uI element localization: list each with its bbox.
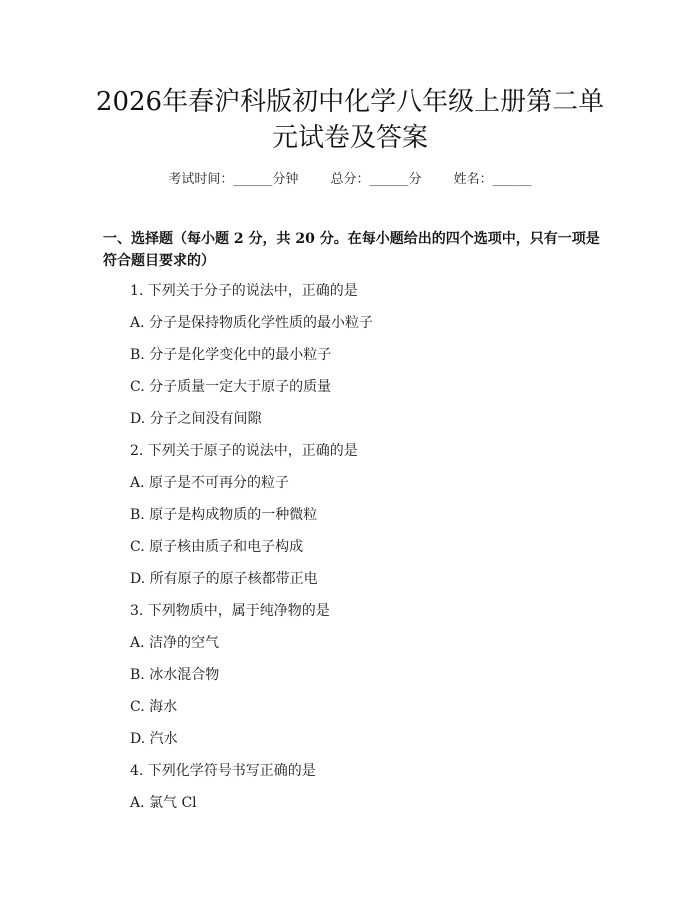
- question-1-option-c: C. 分子质量一定大于原子的质量: [130, 379, 332, 395]
- section-heading-line-1: 一、选择题（每小题 2 分，共 20 分。在每小题给出的四个选项中，只有一项是: [103, 231, 600, 247]
- question-2: 2. 下列关于原子的说法中，正确的是: [130, 443, 358, 459]
- question-2-option-a: A. 原子是不可再分的粒子: [130, 475, 290, 491]
- exam-title-line-1: 2026年春沪科版初中化学八年级上册第二单: [95, 87, 605, 117]
- question-3-option-a: A. 洁净的空气: [130, 635, 220, 651]
- exam-title-line-2: 元试卷及答案: [271, 123, 428, 153]
- question-4-option-a: A. 氯气 Cl: [130, 795, 197, 811]
- question-1-option-d: D. 分子之间没有间隙: [130, 411, 262, 427]
- exam-info-row: [0, 168, 700, 187]
- question-1: 1. 下列关于分子的说法中，正确的是: [130, 283, 358, 299]
- name-field: 姓名：______: [453, 172, 532, 187]
- question-3-option-b: B. 冰水混合物: [130, 667, 220, 683]
- question-3: 3. 下列物质中，属于纯净物的是: [130, 603, 330, 619]
- question-3-option-c: C. 海水: [130, 699, 178, 715]
- section-heading-line-2: 符合题目要求的）: [103, 253, 215, 269]
- total-score-field: 总分：______分: [330, 172, 422, 187]
- question-4: 4. 下列化学符号书写正确的是: [130, 763, 316, 779]
- question-2-option-b: B. 原子是构成物质的一种微粒: [130, 507, 318, 523]
- question-1-option-a: A. 分子是保持物质化学性质的最小粒子: [130, 315, 374, 331]
- exam-time-field: 考试时间：______分钟: [168, 172, 299, 187]
- question-3-option-d: D. 汽水: [130, 731, 178, 747]
- question-2-option-c: C. 原子核由质子和电子构成: [130, 539, 304, 555]
- question-1-option-b: B. 分子是化学变化中的最小粒子: [130, 347, 332, 363]
- question-2-option-d: D. 所有原子的原子核都带正电: [130, 571, 318, 587]
